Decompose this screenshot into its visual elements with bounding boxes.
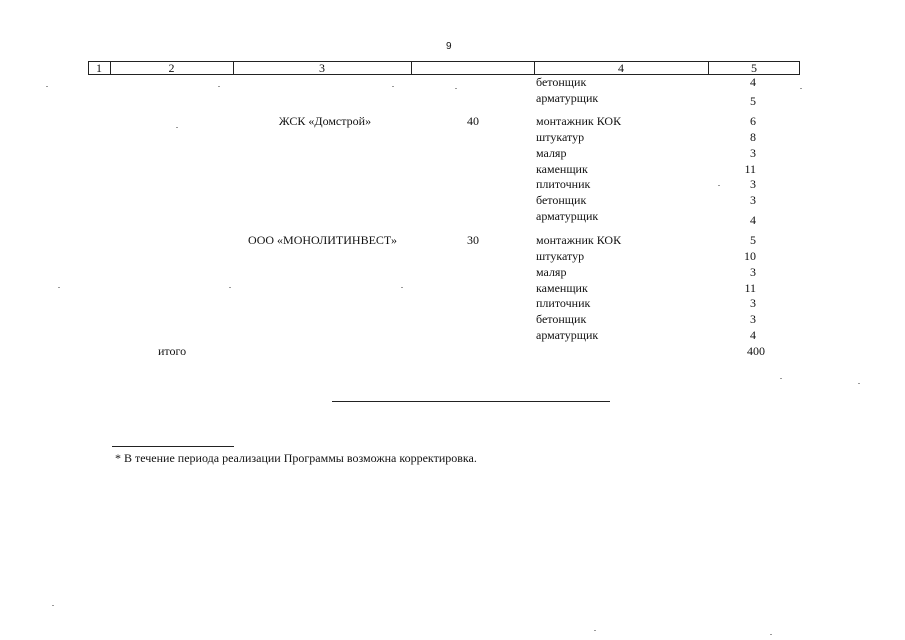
trade-quantity: 3 <box>750 265 756 279</box>
column-number: 5 <box>751 61 757 75</box>
table-header-row <box>88 61 800 75</box>
trade-name: арматурщик <box>536 328 599 342</box>
scan-speck <box>229 287 231 288</box>
scan-speck <box>401 287 403 288</box>
scan-speck <box>800 88 802 89</box>
trade-quantity: 3 <box>750 312 756 326</box>
column-number: 1 <box>96 61 102 75</box>
column-separator <box>411 62 412 74</box>
scan-speck <box>594 630 596 631</box>
trade-quantity: 5 <box>750 233 756 247</box>
trade-quantity: 3 <box>750 177 756 191</box>
trade-name: монтажник КОК <box>536 114 622 128</box>
trade-name: арматурщик <box>536 209 599 223</box>
trade-quantity: 4 <box>750 328 756 342</box>
organization-count: 30 <box>467 233 479 247</box>
section-divider <box>332 401 610 402</box>
trade-name: маляр <box>536 265 567 279</box>
trade-name: штукатур <box>536 249 585 263</box>
scan-speck <box>858 383 860 384</box>
trade-quantity: 8 <box>750 130 756 144</box>
trade-quantity: 3 <box>750 193 756 207</box>
trade-name: каменщик <box>536 281 588 295</box>
scan-speck <box>718 185 720 186</box>
scan-speck <box>770 634 772 635</box>
trade-name: плиточник <box>536 177 591 191</box>
scan-speck <box>780 378 782 379</box>
trade-quantity: 5 <box>750 94 756 108</box>
organization-name: ООО «МОНОЛИТИНВЕСТ» <box>248 233 397 247</box>
column-number: 4 <box>618 61 624 75</box>
trade-quantity: 3 <box>750 146 756 160</box>
column-number: 2 <box>168 61 175 75</box>
scan-speck <box>455 88 457 89</box>
scan-speck <box>58 287 60 288</box>
trade-name: бетонщик <box>536 193 587 207</box>
scan-speck <box>46 86 48 87</box>
trade-quantity: 3 <box>750 296 756 310</box>
total-label: итого <box>158 344 187 358</box>
trade-quantity: 4 <box>750 75 756 89</box>
scan-speck <box>392 86 394 87</box>
total-value: 400 <box>747 344 765 358</box>
footnote-rule <box>112 446 234 447</box>
trade-name: бетонщик <box>536 312 587 326</box>
trade-name: маляр <box>536 146 567 160</box>
scan-speck <box>52 605 54 606</box>
trade-quantity: 4 <box>750 213 756 227</box>
trade-quantity: 11 <box>744 281 756 295</box>
trade-name: штукатур <box>536 130 585 144</box>
trade-name: монтажник КОК <box>536 233 622 247</box>
trade-quantity: 11 <box>744 162 756 176</box>
trade-quantity: 10 <box>744 249 756 263</box>
scan-speck <box>176 127 178 128</box>
trade-name: арматурщик <box>536 91 599 105</box>
trade-name: плиточник <box>536 296 591 310</box>
trade-quantity: 6 <box>750 114 756 128</box>
trade-name: бетонщик <box>536 75 587 89</box>
organization-count: 40 <box>467 114 479 128</box>
page-number: 9 <box>446 41 452 52</box>
trade-name: каменщик <box>536 162 588 176</box>
organization-name: ЖСК «Домстрой» <box>278 114 372 128</box>
scan-speck <box>218 86 220 87</box>
column-number: 3 <box>319 61 325 75</box>
footnote: * В течение периода реализации Программы возможна корректировка. <box>115 451 477 465</box>
